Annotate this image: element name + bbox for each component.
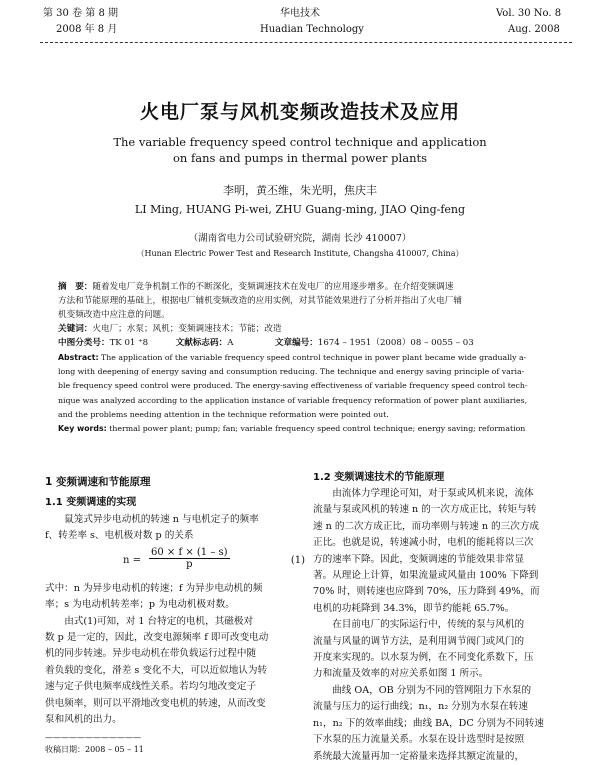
- clc-value: TK 01 ⁺8: [109, 338, 149, 348]
- equation-lhs: n =: [123, 554, 141, 566]
- keywords-en-label: Key words:: [58, 424, 107, 434]
- text-line: 著。从理论上计算，如果流量或风量由 100% 下降到: [313, 570, 539, 582]
- abstract-en: [58, 351, 554, 436]
- equation-denominator: p: [186, 558, 193, 570]
- abstract-en-line: ble frequency speed control were produced. The energy-saving effectiveness of variable frequency speed control tech-: [58, 381, 528, 391]
- text-line: 率；s 为电动机转差率；p 为电动机极对数。: [45, 599, 235, 611]
- abstract-en-line: nique was analyzed according to the application instance of variable frequency reformation of power plant auxiliaries,: [58, 395, 528, 405]
- text-line: 正比。也就是说，转速减小时，电机的能耗将以三次: [313, 537, 534, 549]
- equation-1: [45, 547, 307, 581]
- text-line: 流量与风量的调节方法，是利用调节阀门或风门的: [313, 635, 525, 647]
- text-line: 曲线 OA，OB 分别为不同的管网阻力下水泵的: [332, 684, 532, 696]
- journal-volume: 第 30 卷 第 8 期: [43, 8, 118, 19]
- body-paragraph: [45, 581, 307, 729]
- text-line: 鼠笼式异步电动机的转速 n 与电机定子的频率: [64, 514, 259, 525]
- abstract-cn: [58, 280, 554, 350]
- paper-title: 火电厂泵与风机变频改造技术及应用: [139, 101, 460, 123]
- keywords-en: thermal power plant; pump; fan; variable frequency speed control technique; energy saving; reformation: [109, 424, 526, 434]
- keywords-cn: 火电厂；水泵；风机；变频调速技术；节能；改造: [92, 324, 282, 334]
- abstract-cn-label: 摘 要：: [58, 282, 93, 292]
- doc-code-label: 文献标志码：: [175, 338, 228, 348]
- abstract-cn-line: 随着发电厂竞争机制工作的不断深化，变频调速技术在发电厂的应用逐步增多。在介绍变频调速: [92, 282, 454, 292]
- doc-code-value: A: [227, 338, 234, 348]
- abstract-en-line: and the problems needing attention in the technique reformation were pointed out.: [58, 409, 389, 419]
- text-line: 下水泵的压力流量关系。水泵在设计选型时是按照: [313, 734, 525, 746]
- text-line: 泵和风机的出力。: [45, 714, 122, 726]
- equation-number: (1): [290, 554, 305, 566]
- abstract-cn-line: 机变频改造中应注意的问题。: [58, 310, 170, 320]
- journal-date: 2008 年 8 月: [56, 24, 118, 35]
- text-line: 由式(1)可知，对 1 台特定的电机，其磁极对: [64, 615, 254, 627]
- keywords-cn-label: 关键词：: [58, 324, 93, 334]
- journal-volume-en: Vol. 30 No. 8: [496, 8, 562, 19]
- right-column: [313, 470, 575, 765]
- subsection-heading: 1.1 变频调速的实现: [45, 497, 137, 508]
- text-line: 机的同步转速。异步电动机在带负载运行过程中随: [45, 648, 257, 660]
- abstract-en-line: long with deepening of energy saving and consumption reducing. The technique and energy saving principle of varia-: [58, 367, 525, 377]
- text-line: 着负载的变化，滑差 s 变化不大，可以近似地认为转: [45, 664, 268, 676]
- classification-line: [58, 336, 554, 350]
- text-line: 方的速率下降。因此，变频调速的节能效果非常显: [313, 553, 525, 565]
- text-line: 速 n 的二次方成正比，而功率则与转速 n 的三次方成: [313, 520, 540, 532]
- text-line: f、转差率 s、电机极对数 p 的关系: [45, 530, 194, 542]
- footnote-rule: ————————————: [45, 733, 141, 743]
- authors-en: LI Ming, HUANG Pi-wei, ZHU Guang-ming, JIAO Qing-feng: [134, 203, 466, 216]
- section-heading: 1 变频调速和节能原理: [45, 476, 151, 488]
- received-date: 收稿日期：2008 – 05 – 11: [45, 745, 144, 755]
- text-line: 70% 时，则转速也应降到 70%，压力降到 49%，而: [313, 586, 540, 598]
- text-line: 由流体力学理论可知，对于泵或风机来说，流体: [332, 488, 534, 499]
- clc-label: 中图分类号：: [58, 338, 110, 348]
- paper-title-en-2: on fans and pumps in thermal power plants: [172, 151, 427, 165]
- body-paragraph: [313, 486, 575, 765]
- text-line: 速与定子供电频率成线性关系。若均匀地改变定子: [45, 681, 257, 693]
- abstract-cn-line: 方法和节能原理的基础上，根据电厂辅机变频改造的应用实例，对其节能效果进行了分析并指出了火电厂辅: [58, 296, 462, 306]
- abstract-en-line: The application of the variable frequency speed control technique in power plant became wide gradually a-: [101, 353, 527, 362]
- equation-fraction: [149, 547, 230, 570]
- journal-name-cn: 华电技术: [280, 8, 320, 19]
- article-no-label: 文章编号：: [274, 338, 318, 348]
- abstract-en-label: Abstract:: [58, 353, 99, 362]
- affiliation-en: （Hunan Electric Power Test and Research Institute, Changsha 410007, China）: [136, 249, 464, 258]
- text-line: 系统最大流量再加一定裕量来选择其额定流量的，: [313, 750, 525, 762]
- affiliation-cn: （湖南省电力公司试验研究院，湖南 长沙 410007）: [188, 233, 412, 244]
- text-line: 流量与泵或风机的转速 n 的一次方成正比，转矩与转: [313, 504, 537, 516]
- text-line: 在目前电厂的实际运行中，传统的泵与风机的: [332, 619, 525, 631]
- journal-name-en: Huadian Technology: [260, 24, 364, 35]
- authors-cn: 李明，黄丕维，朱光明，焦庆丰: [223, 184, 377, 197]
- subsection-heading: 1.2 变频调速技术的节能原理: [313, 472, 445, 483]
- text-line: 供电频率，则可以平滑地改变电机的转速，从而改变: [45, 697, 266, 709]
- text-line: 流量与压力的运行曲线；n₁，n₂ 分别为水泵在转速: [313, 701, 528, 713]
- text-line: 开度来实现的。以水泵为例，在不同变化系数下，压: [313, 652, 534, 664]
- text-line: 式中：n 为异步电动机的转速；f 为异步电动机的频: [45, 582, 263, 594]
- journal-date-en: Aug. 2008: [508, 24, 560, 35]
- article-no-value: 1674 – 1951（2008）08 – 0055 – 03: [317, 338, 474, 348]
- text-line: 数 p 是一定的，因此，改变电源频率 f 即可改变电动: [45, 632, 269, 644]
- header-rule: [40, 42, 572, 43]
- paper-title-en-1: The variable frequency speed control technique and application: [113, 135, 487, 149]
- left-column: [45, 474, 307, 756]
- text-line: 电机的功耗降到 34.3%，即节约能耗 65.7%。: [313, 602, 515, 614]
- text-line: 力和流量及效率的对应关系如图 1 所示。: [313, 668, 489, 680]
- text-line: n₁，n₂ 下的效率曲线；曲线 BA，DC 分别为不同转速: [313, 717, 544, 729]
- equation-numerator: 60 × f × (1 – s): [151, 546, 228, 558]
- body-paragraph: [45, 512, 307, 545]
